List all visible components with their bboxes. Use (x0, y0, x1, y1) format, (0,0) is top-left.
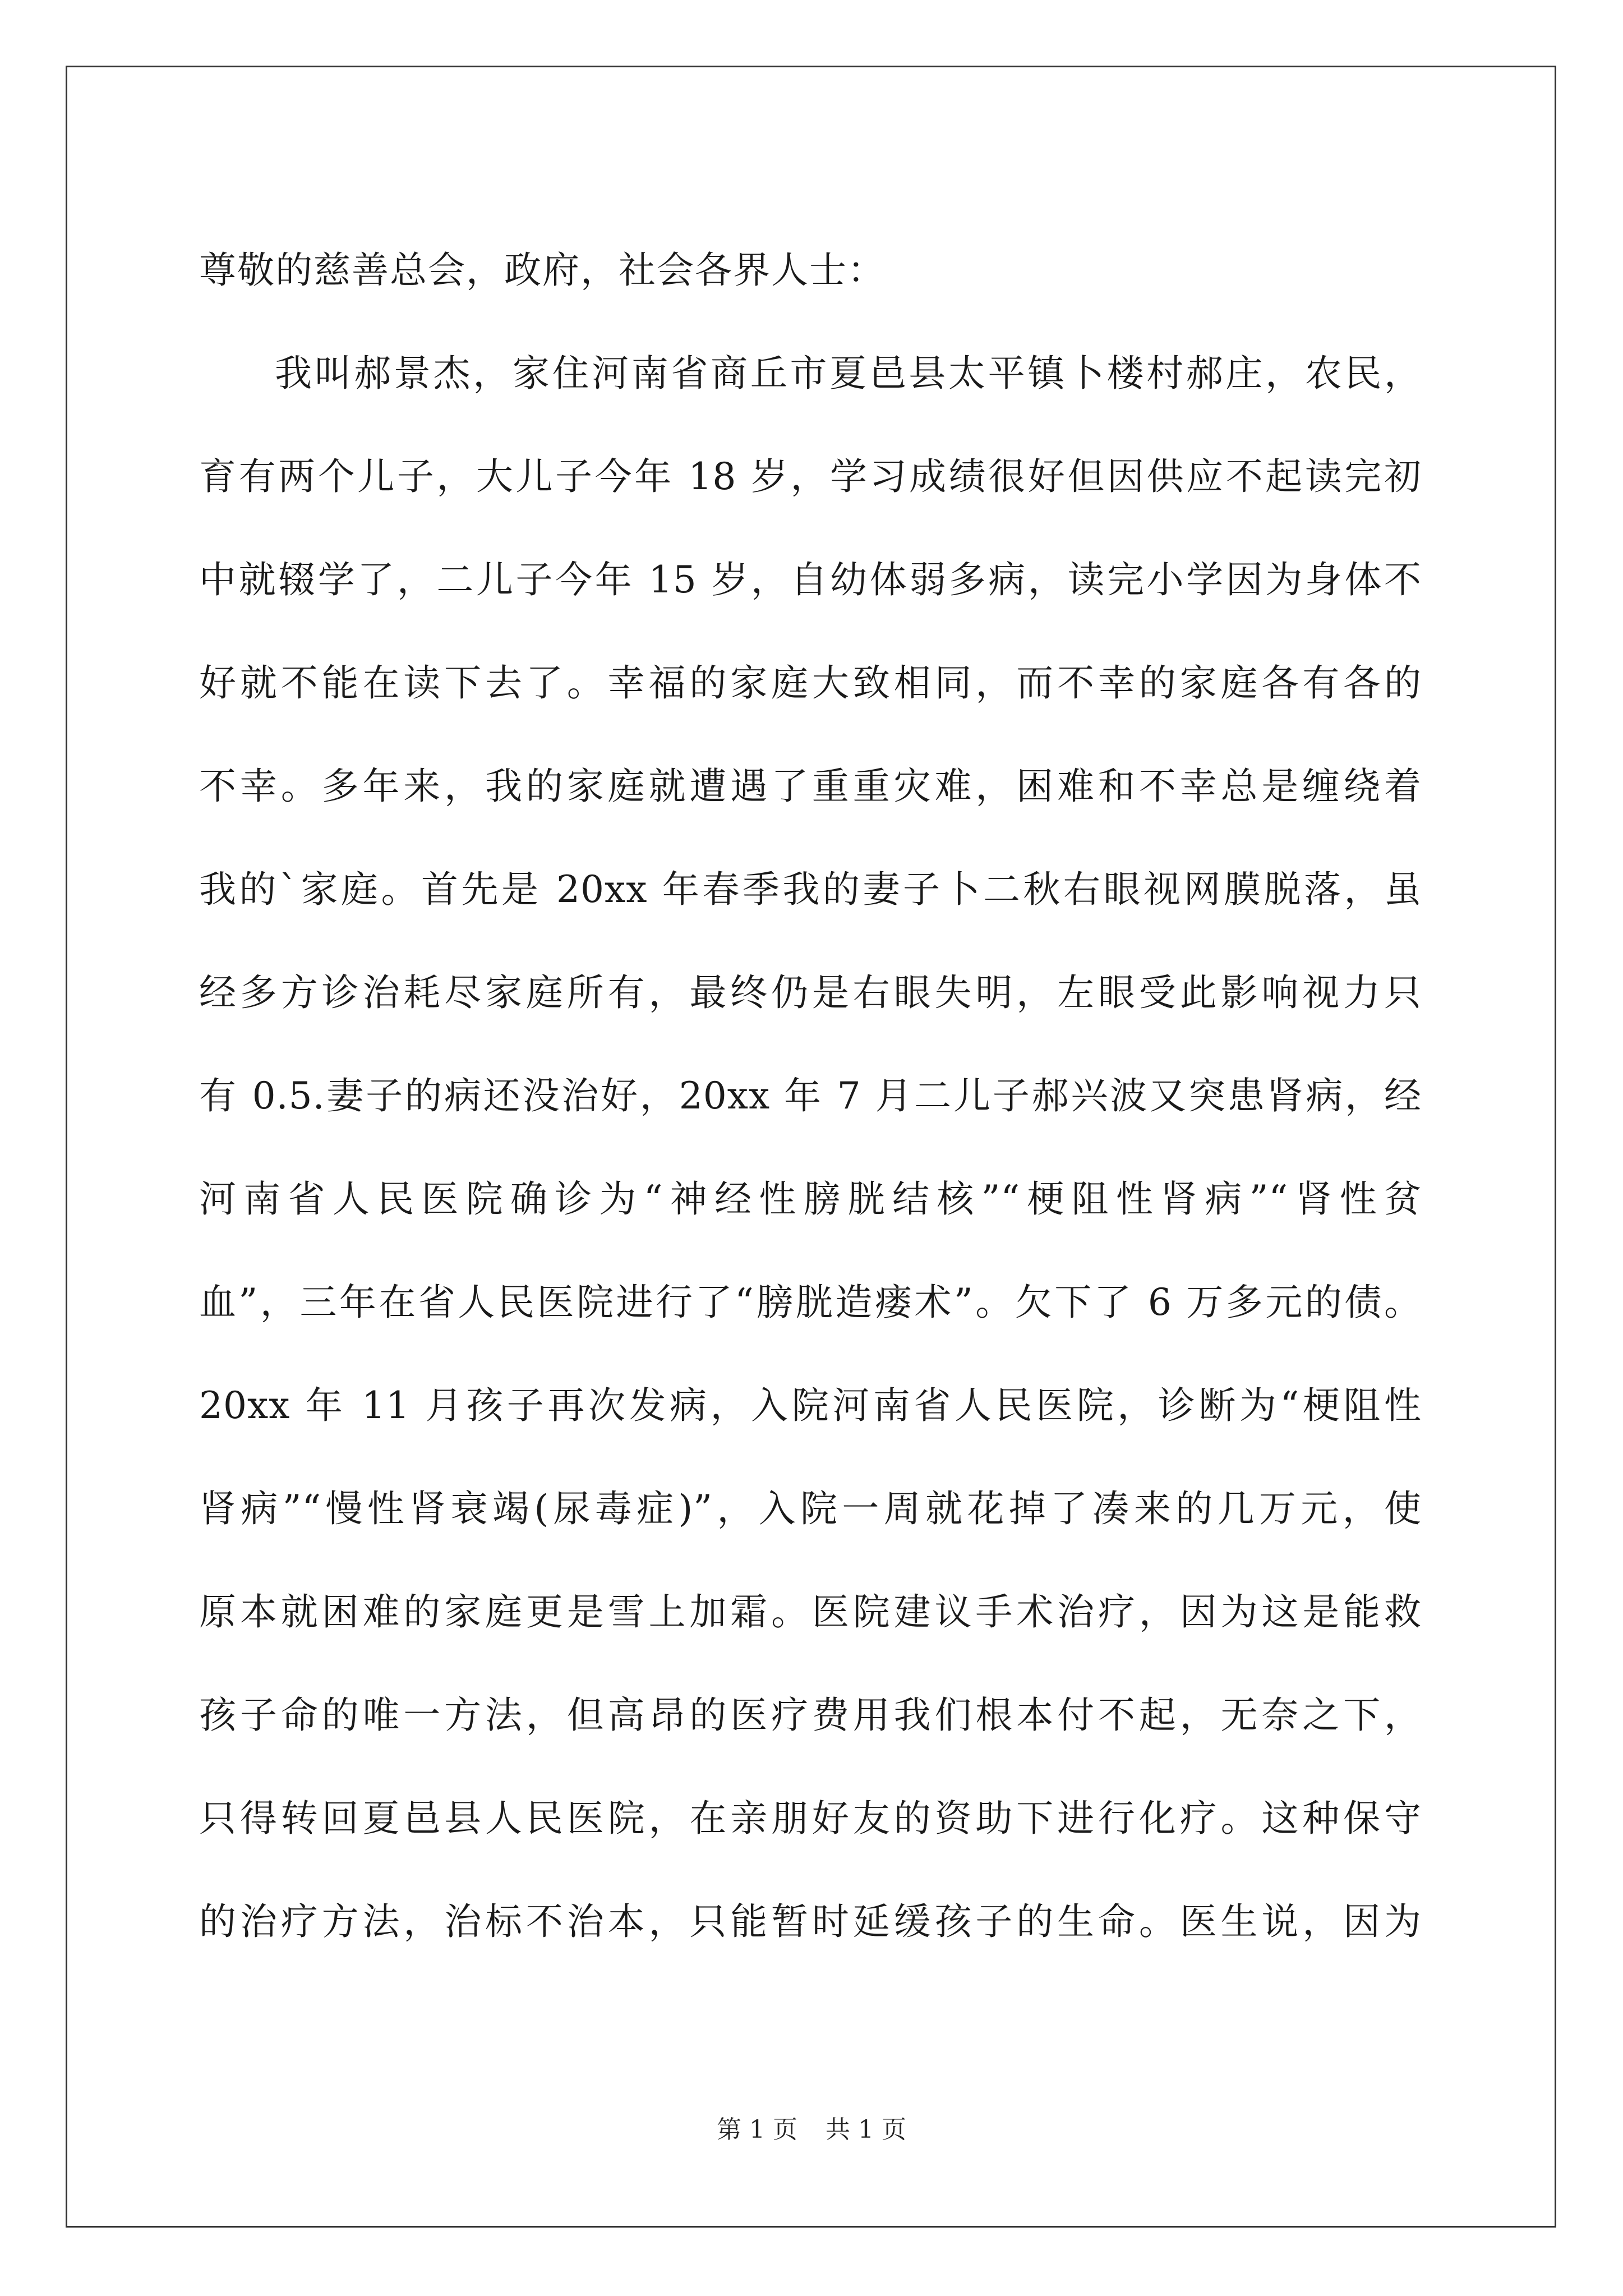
text-line: 有 0.5.妻子的病还没治好，20xx 年 7 月二儿子郝兴波又突患肾病，经 (199, 1074, 1422, 1117)
text-line: 河南省人民医院确诊为“神经性膀胱结核”“梗阻性肾病”“肾性贫 (199, 1177, 1422, 1221)
text-line: 20xx 年 11 月孩子再次发病，入院河南省人民医院，诊断为“梗阻性 (199, 1384, 1422, 1427)
text-line: 经多方诊治耗尽家庭所有，最终仍是右眼失明，左眼受此影响视力只 (199, 971, 1422, 1014)
page-number: 第 1 页 (717, 2115, 797, 2144)
page-footer (0, 2109, 1623, 2145)
text-line: 只得转回夏邑县人民医院，在亲朋好友的资助下进行化疗。这种保守 (199, 1797, 1422, 1840)
page-total: 共 1 页 (826, 2115, 906, 2144)
text-line: 我的`家庭。首先是 20xx 年春季我的妻子卜二秋右眼视网膜脱落，虽 (199, 868, 1422, 911)
text-line: 血”，三年在省人民医院进行了“膀胱造瘘术”。欠下了 6 万多元的债。 (199, 1281, 1422, 1324)
text-line: 肾病”“慢性肾衰竭(尿毒症)”，入院一周就花掉了凑来的几万元，使 (199, 1487, 1422, 1530)
document-body (199, 219, 1422, 1973)
text-line: 原本就困难的家庭更是雪上加霜。医院建议手术治疗，因为这是能救 (199, 1590, 1422, 1634)
text-line: 中就辍学了，二儿子今年 15 岁，自幼体弱多病，读完小学因为身体不 (199, 558, 1422, 601)
paragraph (199, 322, 1422, 1973)
text-line: 的治疗方法，治标不治本，只能暂时延缓孩子的生命。医生说，因为 (199, 1900, 1422, 1943)
text-line: 育有两个儿子，大儿子今年 18 岁，学习成绩很好但因供应不起读完初 (199, 455, 1422, 498)
text-line: 孩子命的唯一方法，但高昂的医疗费用我们根本付不起，无奈之下， (199, 1694, 1422, 1737)
text-line: 不幸。多年来，我的家庭就遭遇了重重灾难，困难和不幸总是缠绕着 (199, 765, 1422, 808)
salutation: 尊敬的慈善总会，政府，社会各界人士： (199, 249, 886, 292)
text-line: 好就不能在读下去了。幸福的家庭大致相同，而不幸的家庭各有各的 (199, 661, 1422, 705)
text-line: 我叫郝景杰，家住河南省商丘市夏邑县太平镇卜楼村郝庄，农民， (275, 352, 1422, 395)
